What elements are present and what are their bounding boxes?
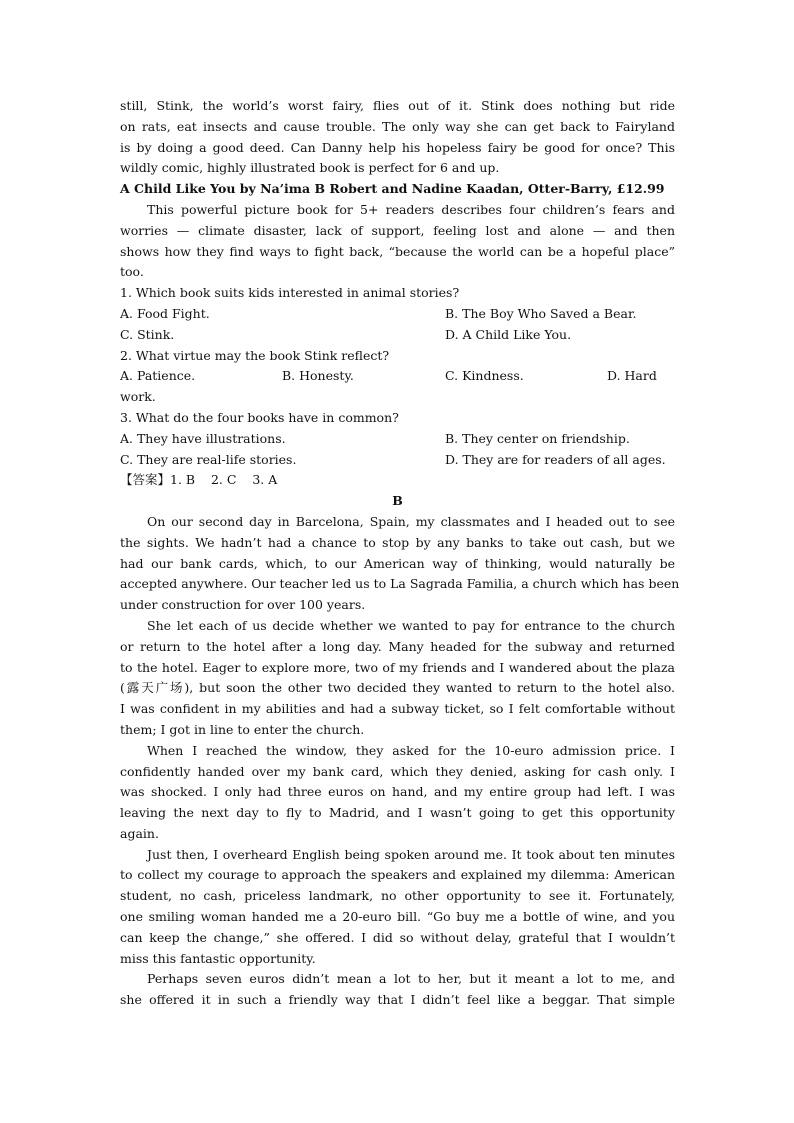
option-b: B. The Boy Who Saved a Bear. [445, 305, 637, 321]
text-line: confidently handed over my bank card, which they denied, asking for cash only. I [120, 763, 675, 779]
text-line: is by doing a good deed. Can Danny help his hopeless fairy be good for once? This [120, 139, 675, 155]
question-stem: 1. Which book suits kids interested in animal stories? [120, 285, 460, 301]
passage-paragraph-3 [120, 741, 675, 845]
option-row [120, 325, 675, 346]
question-2 [120, 346, 675, 408]
option-d: D. They are for readers of all ages. [445, 451, 666, 467]
text-line: On our second day in Barcelona, Spain, my classmates and I headed out to see [147, 513, 675, 529]
option-a: A. Food Fight. [120, 305, 210, 321]
passage-paragraph-4 [120, 845, 675, 970]
answer-key: 【答案】1. B 2. C 3. A [120, 472, 278, 488]
text-line: to collect my courage to approach the speakers and explained my dilemma: American [120, 867, 675, 883]
option-c: C. Stink. [120, 326, 175, 342]
text-line: leaving the next day to fly to Madrid, and I wasn’t going to get this opportunity [120, 805, 675, 821]
text-line: the sights. We hadn’t had a chance to stop by any banks to take out cash, but we [120, 534, 675, 550]
text-line: she offered it in such a friendly way that I didn’t feel like a beggar. That simple [120, 992, 675, 1008]
text-line: them; I got in line to enter the church. [120, 721, 365, 737]
text-line: miss this fantastic opportunity. [120, 950, 316, 966]
option-row [120, 366, 675, 387]
option-a: A. Patience. [120, 368, 196, 384]
text-line: shows how they find ways to fight back, “because the world can be a hopeful place” [120, 243, 675, 259]
text-line: was shocked. I only had three euros on hand, and my entire group had left. I was [120, 784, 675, 800]
text-line: had our bank cards, which, to our American way of thinking, would naturally be [120, 555, 675, 571]
text-line: Just then, I overheard English being spoken around me. It took about ten minutes [147, 846, 675, 862]
text-line: (露天广场), but soon the other two decided they wanted to return to the hotel also. [120, 680, 675, 696]
book-paragraph [120, 200, 675, 283]
text-line: on rats, eat insects and cause trouble. The only way she can get back to Fairyland [120, 118, 675, 134]
text-line: When I reached the window, they asked for the 10-euro admission price. I [147, 742, 675, 758]
question-3 [120, 408, 675, 470]
book-heading: A Child Like You by Na’ima B Robert and Nadine Kaadan, Otter-Barry, £12.99 [120, 181, 665, 197]
text-line: student, no cash, priceless landmark, no other opportunity to see it. Fortunately, [120, 888, 675, 904]
text-line: still, Stink, the world’s worst fairy, flies out of it. Stink does nothing but ride [120, 98, 675, 113]
text-line: worries — climate disaster, lack of support, feeling lost and alone — and then [120, 222, 675, 238]
option-d-continued: work. [120, 389, 156, 405]
option-c: C. Kindness. [445, 368, 524, 384]
option-d: D. Hard [607, 368, 657, 384]
option-d: D. A Child Like You. [445, 326, 572, 342]
passage-paragraph-1 [120, 512, 680, 616]
section-heading: B [392, 493, 403, 509]
text-line: to the hotel. Eager to explore more, two of my friends and I wandered about the plaza [120, 659, 675, 675]
text-line: or return to the hotel after a long day. Many headed for the subway and returned [120, 638, 675, 654]
option-row [120, 304, 675, 325]
option-b: B. Honesty. [282, 368, 354, 384]
text-line: accepted anywhere. Our teacher led us to La Sagrada Familia, a church which has been [120, 576, 680, 592]
text-line: too. [120, 264, 144, 280]
question-stem: 2. What virtue may the book Stink reflect? [120, 347, 390, 363]
text-line: one smiling woman handed me a 20-euro bill. “Go buy me a bottle of wine, and you [120, 909, 675, 925]
text-line: under construction for over 100 years. [120, 597, 366, 613]
option-b: B. They center on friendship. [445, 430, 630, 446]
text-line: This powerful picture book for 5+ readers describes four children’s fears and [147, 201, 675, 217]
text-line: Perhaps seven euros didn’t mean a lot to her, but it meant a lot to me, and [147, 971, 675, 987]
text-line: wildly comic, highly illustrated book is perfect for 6 and up. [120, 160, 500, 176]
text-line: She let each of us decide whether we wanted to pay for entrance to the church [147, 617, 675, 633]
option-a: A. They have illustrations. [120, 430, 286, 446]
text-line: I was confident in my abilities and had a subway ticket, so I felt comfortable without [120, 701, 675, 717]
document-page [120, 96, 680, 1011]
intro-paragraph [120, 96, 675, 179]
passage-paragraph-5 [120, 969, 675, 1011]
option-c: C. They are real-life stories. [120, 451, 297, 467]
option-row [120, 429, 675, 450]
passage-paragraph-2 [120, 616, 675, 741]
question-1 [120, 283, 675, 345]
option-row [120, 450, 675, 471]
text-line: can keep the change,” she offered. I did so without delay, grateful that I wouldn’t [120, 929, 675, 945]
question-stem: 3. What do the four books have in common? [120, 409, 399, 425]
text-line: again. [120, 825, 159, 841]
